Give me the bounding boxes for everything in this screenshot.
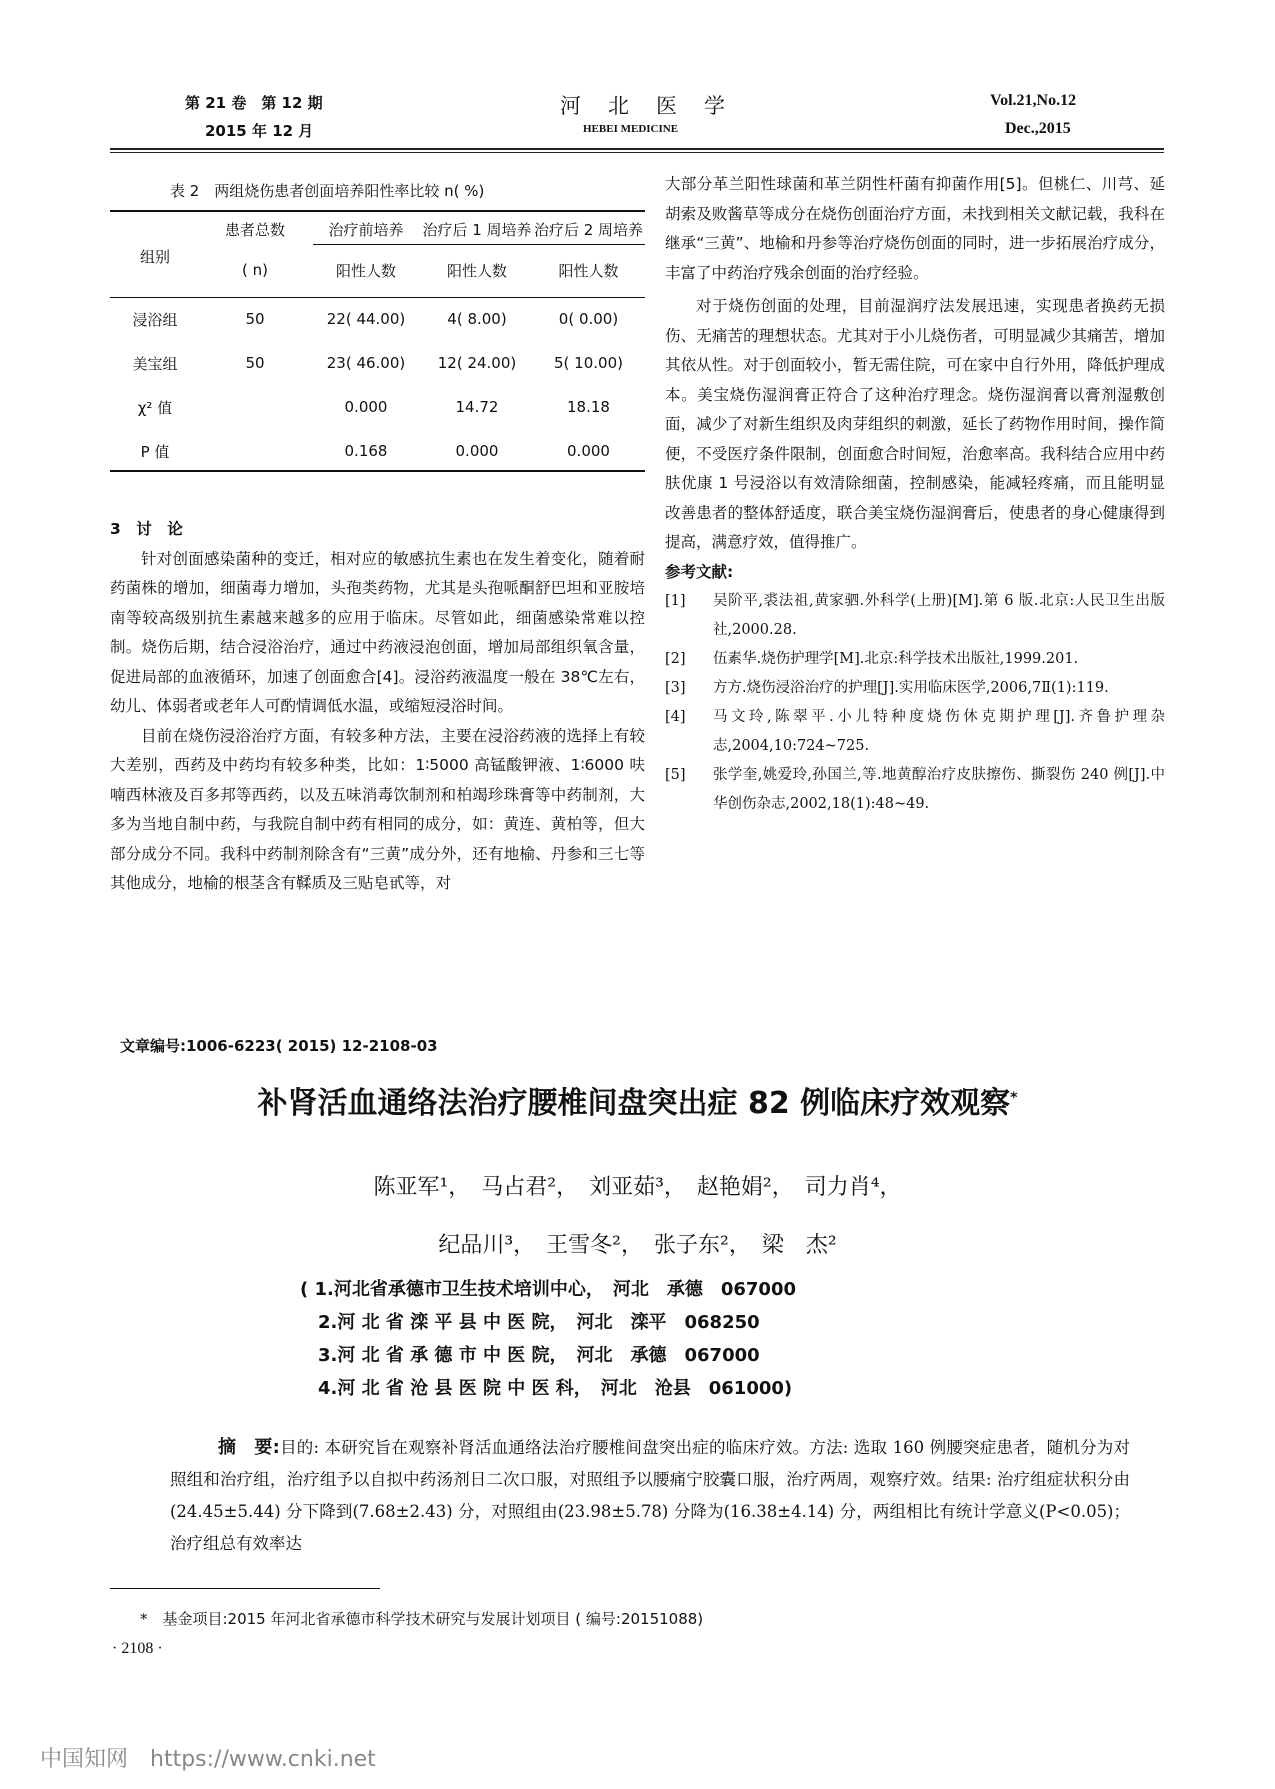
list-item — [665, 703, 1165, 761]
list-item — [665, 587, 1165, 645]
references-title: 参考文献: — [665, 562, 734, 581]
header-rule — [110, 148, 1164, 150]
ref-number: [2] — [665, 651, 686, 667]
abstract — [170, 1432, 1130, 1560]
journal-title-en: HEBEI MEDICINE — [583, 123, 679, 135]
cell-a: 0.000 — [344, 398, 388, 416]
th-group: 组别 — [139, 247, 170, 266]
watermark: 中国知网 https://www.cnki.net — [40, 1747, 376, 1772]
cell-group: 美宝组 — [132, 354, 178, 373]
affiliation-1: ( 1.河北省承德市卫生技术培训中心， 河北 承德 067000 — [300, 1279, 796, 1300]
table-caption: 表 2 两组烧伤患者创面培养阳性率比较 n( %) — [170, 182, 485, 200]
th-c-2: 阳性人数 — [558, 261, 619, 280]
ref-text: 方方.烧伤浸浴治疗的护理[J].实用临床医学,2006,7Ⅱ(1):119. — [713, 680, 1109, 696]
affiliation-2: 2.河 北 省 滦 平 县 中 医 院， 河北 滦平 068250 — [318, 1312, 760, 1333]
cell-total: 50 — [245, 354, 265, 372]
cell-c: 0.000 — [567, 442, 610, 460]
page-number: · 2108 · — [112, 1640, 163, 1657]
header-rule-thin — [110, 152, 1164, 153]
cell-c: 0( 0.00) — [558, 310, 619, 328]
th-c-1: 治疗后 2 周培养 — [533, 220, 644, 239]
affiliation-3: 3.河 北 省 承 德 市 中 医 院， 河北 承德 067000 — [318, 1345, 760, 1366]
table-row — [110, 385, 645, 429]
cell-b: 4( 8.00) — [447, 310, 507, 328]
header-date-en: Dec.,2015 — [1005, 120, 1071, 137]
abstract-label: 摘 要: — [218, 1437, 280, 1458]
reference-list — [665, 587, 1165, 819]
section-heading: 3 讨 论 — [110, 520, 183, 538]
right-column — [665, 170, 1165, 819]
ref-number: [3] — [665, 680, 686, 696]
list-item — [665, 674, 1165, 703]
cell-total: 50 — [245, 310, 265, 328]
cell-c: 18.18 — [567, 398, 610, 416]
cell-b: 14.72 — [455, 398, 499, 416]
ref-text: 伍素华.烧伤护理学[M].北京:科学技术出版社,1999.201. — [713, 651, 1079, 667]
ref-number: [4] — [665, 709, 686, 725]
footnote-rule — [110, 1588, 380, 1589]
cell-b: 12( 24.00) — [437, 354, 517, 372]
cell-group: 浸浴组 — [132, 310, 178, 329]
cell-group: P 值 — [140, 442, 170, 461]
table-top-rule — [110, 210, 645, 212]
th-a-2: 阳性人数 — [335, 261, 396, 280]
paragraph: 目前在烧伤浸浴治疗方面，有较多种方法，主要在浸浴药液的选择上有较大差别，西药及中药均有较多种类，比如：1∶5000 高锰酸钾液、1∶6000 呋喃西林液及百多邦等西药，以及五味消毒饮制剂和柏竭珍珠膏等中药制剂，大多为当地自制中药，与我院自制中药有相同的成分，如：黄连、黄柏等，但大部分成分不同。我科中药制剂除含有“三黄”成分外，还有地榆、丹参和三七等其他成分，地榆的根茎含有鞣质及三贴皂甙等，对 — [110, 726, 645, 892]
paragraph: 对于烧伤创面的处理，目前湿润疗法发展迅速，实现患者换药无损伤、无痛苦的理想状态。尤其对于小儿烧伤者，可明显减少其痛苦，增加其依从性。对于创面较小，暂无需住院，可在家中自行外用，降低护理成本。美宝烧伤湿润膏正符合了这种治疗理念。烧伤湿润膏以膏剂湿敷创面，减少了对新生组织及肉芽组织的刺激，延长了药物作用时间，操作简便，不受医疗条件限制，创面愈合时间短，治愈率高。我科结合应用中药肤优康 1 号浸浴以有效清除细菌，控制感染，能减轻疼痛，而且能明显改善患者的整体舒适度，联合美宝烧伤湿润膏后，使患者的身心健康得到提高，满意疗效，值得推广。 — [665, 297, 1165, 551]
journal-title-cn: 河 北 医 学 — [560, 94, 728, 118]
cell-total — [200, 429, 310, 473]
cell-a: 23( 46.00) — [326, 354, 406, 372]
cell-c: 5( 10.00) — [554, 354, 623, 372]
header-date: 2015 年 12 月 — [205, 122, 314, 140]
ref-text: 吴阶平,裘法祖,黄家驷.外科学(上册)[M].第 6 版.北京:人民卫生出版社,2000.28. — [713, 593, 1165, 638]
list-item — [665, 761, 1165, 819]
paragraph: 大部分革兰阳性球菌和革兰阴性杆菌有抑菌作用[5]。但桃仁、川芎、延胡索及败酱草等成分在烧伤创面治疗方面，未找到相关文献记载，我科在继承“三黄”、地榆和丹参等治疗烧伤创面的同时，进一步拓展治疗成分，丰富了中药治疗残余创面的治疗经验。 — [665, 175, 1165, 282]
cell-group: χ² 值 — [137, 398, 173, 417]
ref-text: 马文玲,陈翠平.小儿特种度烧伤休克期护理[J].齐鲁护理杂志,2004,10:724~725. — [713, 709, 1165, 754]
th-a-1: 治疗前培养 — [328, 220, 404, 239]
th-b-1: 治疗后 1 周培养 — [422, 220, 532, 239]
th-total-1: 患者总数 — [224, 220, 285, 239]
header-volume-en: Vol.21,No.12 — [990, 92, 1077, 109]
ref-number: [1] — [665, 593, 686, 609]
ref-text: 张学奎,姚爱玲,孙国兰,等.地黄醇治疗皮肤擦伤、撕裂伤 240 例[J].中华创伤杂志,2002,18(1):48~49. — [713, 767, 1165, 812]
th-total-2: ( n) — [242, 261, 268, 279]
table-row — [110, 341, 645, 385]
header-volume: 第 21 卷 第 12 期 — [185, 94, 323, 112]
table-row — [110, 429, 645, 473]
article-title-text: 补肾活血通络法治疗腰椎间盘突出症 82 例临床疗效观察 — [257, 1086, 1011, 1121]
left-column — [110, 515, 645, 899]
authors-line-2: 纪品川³， 王雪冬²， 张子东²， 梁 杰² — [438, 1233, 837, 1258]
article-number: 文章编号:1006-6223( 2015) 12-2108-03 — [120, 1037, 438, 1055]
cell-total — [200, 385, 310, 429]
paragraph: 针对创面感染菌种的变迁，相对应的敏感抗生素也在发生着变化，随着耐药菌株的增加，细菌毒力增加，头孢类药物，尤其是头孢哌酮舒巴坦和亚胺培南等较高级别抗生素越来越多的应用于临床。尽管如此，细菌感染常难以控制。烧伤后期，结合浸浴治疗，通过中药液浸泡创面，增加局部组织氧含量，促进局部的血液循环，加速了创面愈合[4]。浸浴药液温度一般在 38℃左右，幼儿、体弱者或老年人可酌情调低水温，或缩短浸浴时间。 — [110, 549, 645, 715]
footnote: * 基金项目:2015 年河北省承德市科学技术研究与发展计划项目 ( 编号:20151088) — [140, 1610, 704, 1628]
table-row — [110, 297, 645, 341]
abstract-text: 目的: 本研究旨在观察补肾活血通络法治疗腰椎间盘突出症的临床疗效。方法: 选取 160 例腰突症患者，随机分为对照组和治疗组，治疗组予以自拟中药汤剂日二次口服，对照组予以腰痛宁胶囊口服，治疗两周，观察疗效。结果: 治疗组症状积分由(24.45±5.44) 分下降到(7.68±2.43) 分，对照组由(23.98±5.78) 分降为(16.38±4.14) 分，两组相比有统计学意义(P<0.05)；治疗组总有效率达 — [170, 1438, 1131, 1553]
list-item — [665, 645, 1165, 674]
authors-line-1: 陈亚军¹， 马占君²， 刘亚茹³， 赵艳娟²， 司力肖⁴， — [373, 1175, 902, 1200]
data-table — [110, 215, 645, 473]
cell-a: 22( 44.00) — [326, 310, 406, 328]
cell-a: 0.168 — [344, 442, 388, 460]
th-b-2: 阳性人数 — [446, 261, 507, 280]
title-footnote-mark: * — [1010, 1090, 1018, 1106]
ref-number: [5] — [665, 767, 686, 783]
affiliation-4: 4.河 北 省 沧 县 医 院 中 医 科， 河北 沧县 061000) — [318, 1378, 793, 1399]
cell-b: 0.000 — [455, 442, 499, 460]
article-title — [0, 1078, 1275, 1122]
